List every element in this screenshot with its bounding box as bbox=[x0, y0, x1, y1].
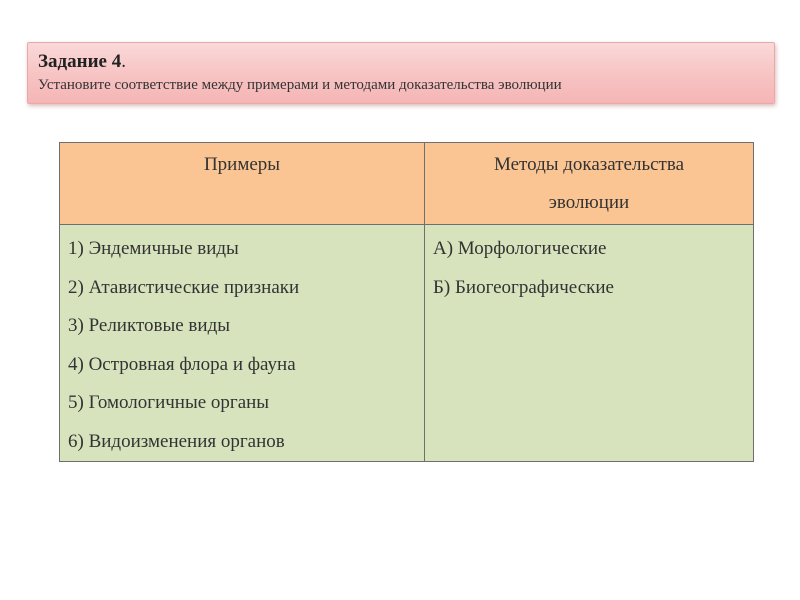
header-methods-line2: эволюции bbox=[548, 192, 630, 213]
header-examples bbox=[60, 143, 425, 225]
header-methods bbox=[425, 143, 754, 225]
task-title bbox=[38, 51, 764, 73]
header-methods-line1: Методы доказательства bbox=[493, 154, 685, 175]
task-description: Установите соответствие между примерами и методами доказательства эволюции bbox=[38, 77, 562, 93]
example-item: 4) Островная флора и фауна bbox=[68, 353, 296, 375]
table-header-row bbox=[60, 143, 754, 225]
example-item: 3) Реликтовые виды bbox=[68, 315, 231, 336]
task-title-dot: . bbox=[121, 51, 126, 72]
method-item: Б) Биогеографические bbox=[433, 276, 614, 298]
task-title-text: Задание 4 bbox=[38, 51, 122, 72]
examples-cell bbox=[60, 225, 425, 462]
example-item: 1) Эндемичные виды bbox=[68, 238, 239, 259]
example-item: 2) Атавистические признаки bbox=[68, 276, 300, 298]
table-body-row bbox=[60, 225, 754, 462]
matching-table bbox=[59, 142, 754, 462]
example-item: 5) Гомологичные органы bbox=[68, 392, 270, 413]
task-box bbox=[27, 42, 775, 104]
example-item: 6) Видоизменения органов bbox=[68, 430, 285, 452]
header-examples-label: Примеры bbox=[203, 154, 281, 175]
methods-cell bbox=[425, 225, 754, 462]
method-item: А) Морфологические bbox=[433, 238, 607, 259]
